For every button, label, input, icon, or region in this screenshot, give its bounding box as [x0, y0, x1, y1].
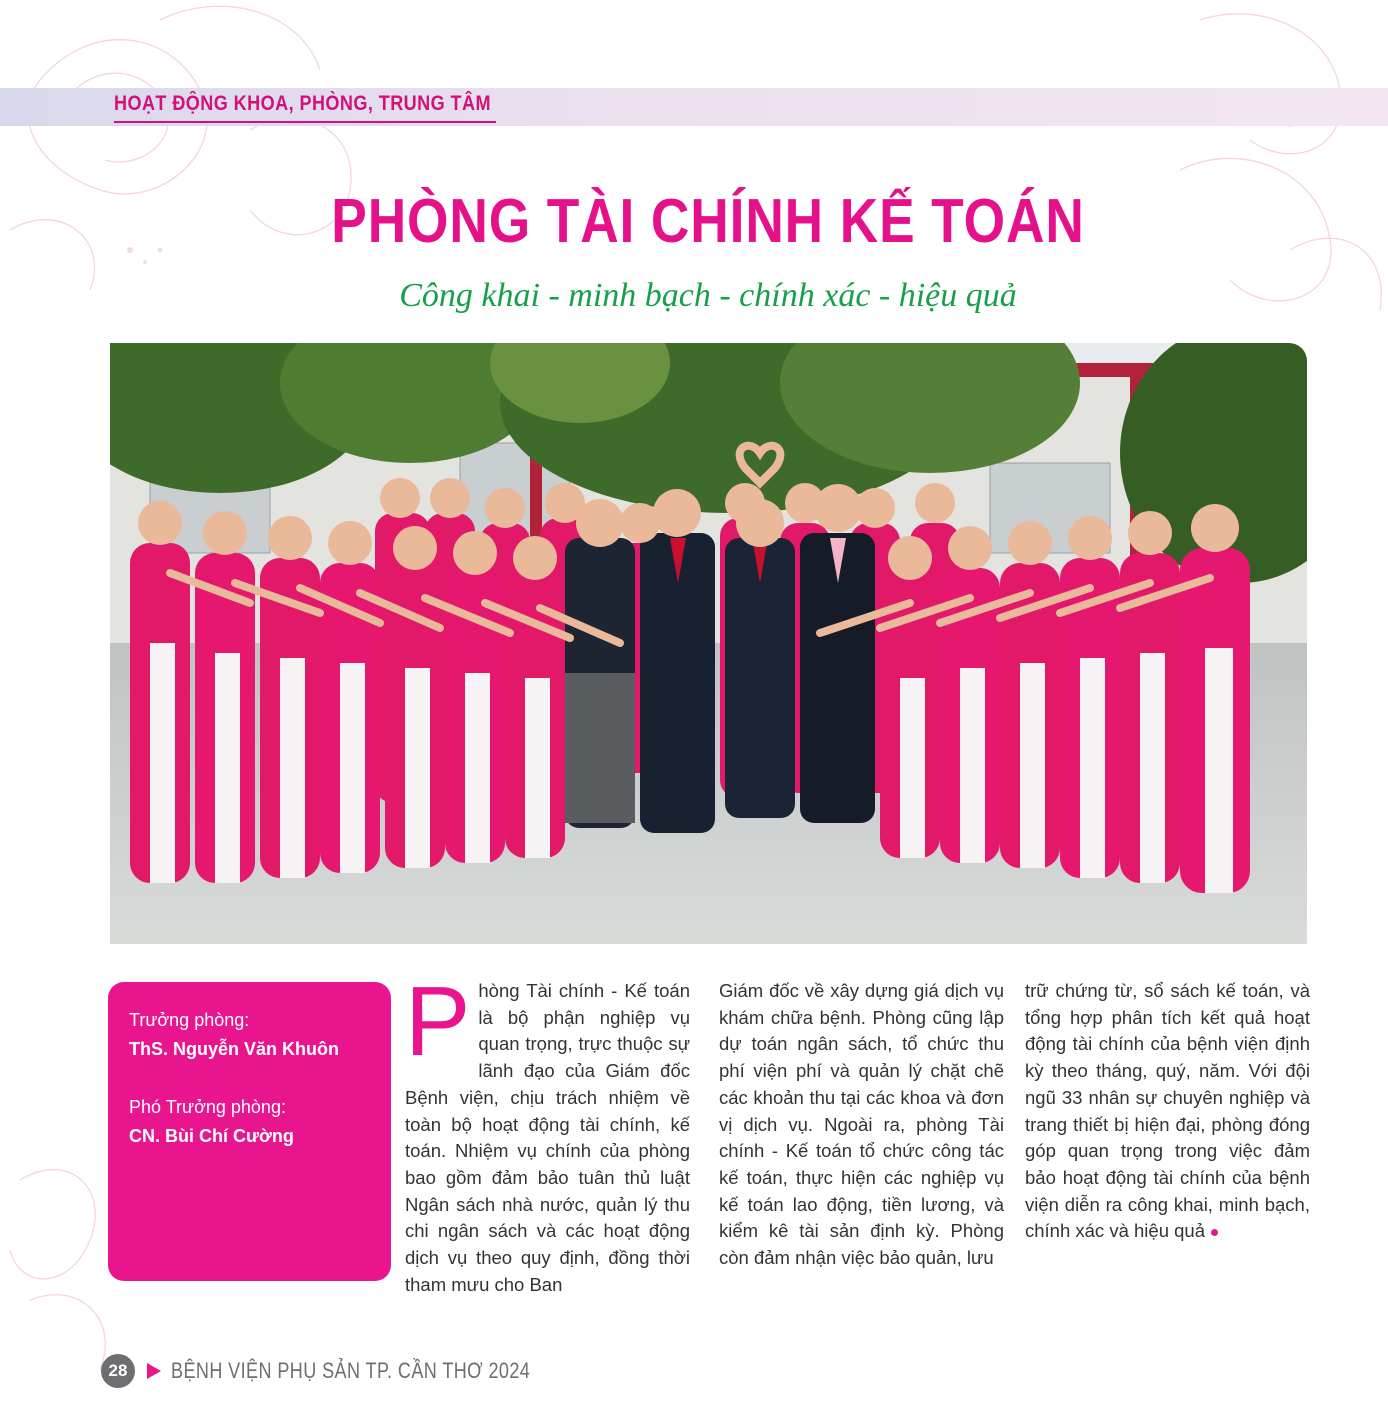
department-leaders-box — [108, 982, 391, 1281]
article-subtitle: Công khai - minh bạch - chính xác - hiệu quả — [399, 277, 1017, 314]
head-name: ThS. Nguyễn Văn Khuôn — [129, 1039, 339, 1059]
play-arrow-icon — [147, 1363, 161, 1379]
group-photo — [110, 343, 1307, 944]
article-column-2 — [719, 978, 1004, 1272]
publication-name: BỆNH VIỆN PHỤ SẢN TP. CẦN THƠ 2024 — [171, 1358, 531, 1383]
drop-cap: P — [405, 966, 471, 1076]
article-column-1 — [405, 966, 690, 1298]
deputy-label: Phó Trưởng phòng: — [129, 1097, 286, 1117]
column-3-text: trữ chứng từ, sổ sách kế toán, và tổng hợp phân tích kết quả hoạt động tài chính của bệnh viện định kỳ theo tháng, quý, năm. Với đội ngũ 33 nhân sự chuyên nghiệp và trang thiết bị hiện đại, phòng đóng góp quan trọng trong việc đảm bảo hoạt động tài chính của bệnh viện diễn ra công khai, minh bạch, chính xác và hiệu quả — [1025, 980, 1310, 1242]
deputy-name: CN. Bùi Chí Cường — [129, 1126, 294, 1146]
head-label: Trưởng phòng: — [129, 1010, 250, 1030]
section-tag: HOẠT ĐỘNG KHOA, PHÒNG, TRUNG TÂM — [114, 92, 491, 115]
column-1-text: hòng Tài chính - Kế toán là bộ phận nghiệp vụ quan trọng, trực thuộc sự lãnh đạo của Giám đốc Bệnh viện, chịu trách nhiệm về toàn bộ hoạt động tài chính, kế toán. Nhiệm vụ chính của phòng bao gồm đảm bảo tuân thủ luật Ngân sách nhà nước, quản lý thu chi ngân sách và các hoạt động dịch vụ theo quy định, đồng thời tham mưu cho Ban — [405, 980, 690, 1295]
column-2-text: Giám đốc về xây dựng giá dịch vụ khám chữa bệnh. Phòng cũng lập dự toán ngân sách, tổ chức thu phí viện phí và quản lý chặt chẽ các khoản thu tại các khoa và đơn vị dịch vụ. Ngoài ra, phòng Tài chính - Kế toán tổ chức công tác kế toán, thực hiện các nghiệp vụ kế toán lao động, tiền lương, và kiểm kê tài sản định kỳ. Phòng còn đảm nhận việc bảo quản, lưu — [719, 980, 1004, 1269]
end-mark-dot — [1211, 1229, 1218, 1236]
page-number: 28 — [101, 1354, 135, 1388]
section-underline — [114, 121, 496, 123]
article-column-3 — [1025, 978, 1310, 1245]
article-title: PHÒNG TÀI CHÍNH KẾ TOÁN — [331, 187, 1085, 256]
